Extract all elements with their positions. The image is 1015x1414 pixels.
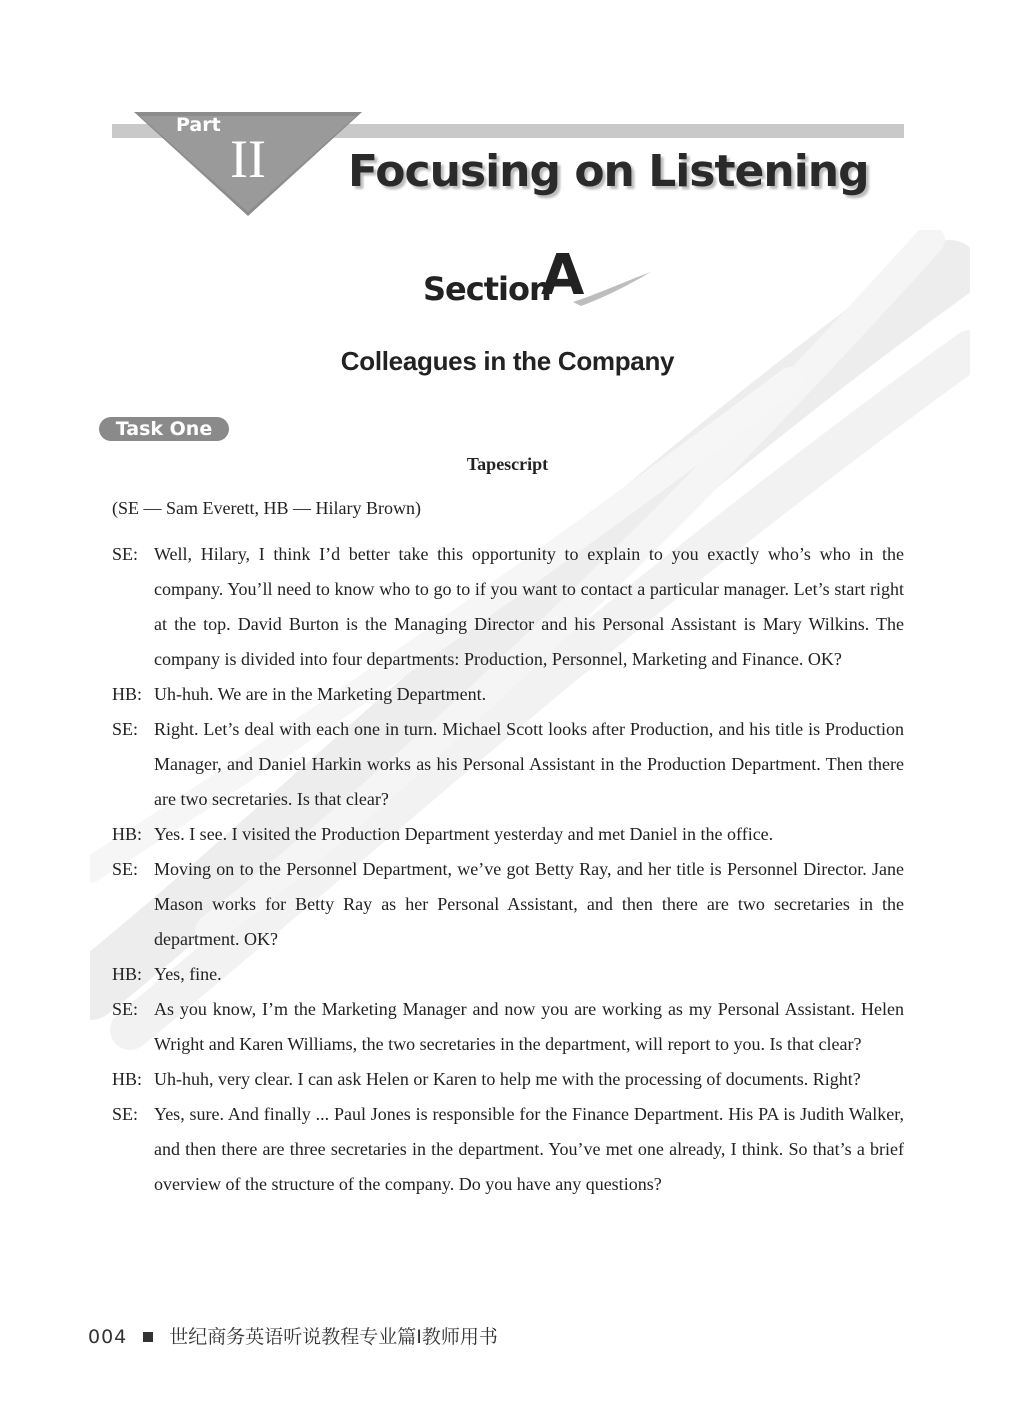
speaker-label: HB: <box>112 1069 143 1089</box>
dialogue-turn <box>112 1097 904 1202</box>
speaker-label: SE: <box>112 1104 139 1124</box>
speech-text: Uh-huh, very clear. I can ask Helen or Karen to help me with the processing of documents. Right? <box>154 1069 861 1089</box>
speaker-label: HB: <box>112 824 143 844</box>
square-bullet-icon <box>143 1332 153 1342</box>
speech-text: Yes, sure. And finally ... Paul Jones is responsible for the Finance Department. His PA is Judith Walker, and then there are three secretaries in the department. You’ve met one already, I think. So that’s a brief overview of the structure of the company. Do you have any questions? <box>154 1104 904 1194</box>
dialogue-turn <box>112 817 904 852</box>
speaker-roles: (SE — Sam Everett, HB — Hilary Brown) <box>112 498 421 518</box>
speech-text: As you know, I’m the Marketing Manager and now you are working as my Personal Assistant. Helen Wright and Karen Williams, the two secretaries in the department, will report to you. Is that clear? <box>154 999 904 1054</box>
part-title: Focusing on Listening <box>348 146 869 197</box>
section-heading <box>423 243 643 310</box>
speech-text: Moving on to the Personnel Department, we’ve got Betty Ray, and her title is Personnel Director. Jane Mason works for Betty Ray as her Personal Assistant, and then there are two secretaries in the department. OK? <box>154 859 904 949</box>
speaker-label: SE: <box>112 544 139 564</box>
speech-text: Uh-huh. We are in the Marketing Department. <box>154 684 487 704</box>
speaker-label: SE: <box>112 719 139 739</box>
dialogue-turn <box>112 537 904 677</box>
part-numeral: II <box>230 129 266 189</box>
speech-text: Right. Let’s deal with each one in turn. Michael Scott looks after Production, and his title is Production Manager, and Daniel Harkin works as his Personal Assistant in the Production Department. Then there are two secretaries. Is that clear? <box>154 719 904 809</box>
section-word: Section <box>423 270 551 308</box>
book-title: 世纪商务英语听说教程专业篇Ⅰ教师用书 <box>169 1326 498 1348</box>
section-subtitle: Colleagues in the Company <box>340 346 675 376</box>
dialogue-turn <box>112 957 904 992</box>
speech-text: Yes. I see. I visited the Production Department yesterday and met Daniel in the office. <box>154 824 774 844</box>
speaker-label: SE: <box>112 999 139 1019</box>
tapescript-title: Tapescript <box>466 454 549 474</box>
dialogue-turn <box>112 852 904 957</box>
speech-text: Yes, fine. <box>154 964 222 984</box>
speaker-label: HB: <box>112 964 143 984</box>
dialogue <box>112 537 904 1202</box>
section-letter: A <box>541 243 585 308</box>
task-badge: Task One <box>99 417 229 441</box>
speaker-label: HB: <box>112 684 143 704</box>
swoosh-icon <box>563 268 653 308</box>
page-number: 004 <box>88 1326 128 1348</box>
dialogue-turn <box>112 677 904 712</box>
page-footer <box>88 1322 498 1349</box>
speaker-label: SE: <box>112 859 139 879</box>
dialogue-turn <box>112 712 904 817</box>
dialogue-turn <box>112 1062 904 1097</box>
dialogue-turn <box>112 992 904 1062</box>
speech-text: Well, Hilary, I think I’d better take this opportunity to explain to you exactly who’s who in the company. You’ll need to know who to go to if you want to contact a particular manager. Let’s start right at the top. David Burton is the Managing Director and his Personal Assistant is Mary Wilkins. The company is divided into four departments: Production, Personnel, Marketing and Finance. OK? <box>154 544 904 669</box>
part-label: Part <box>176 114 221 136</box>
